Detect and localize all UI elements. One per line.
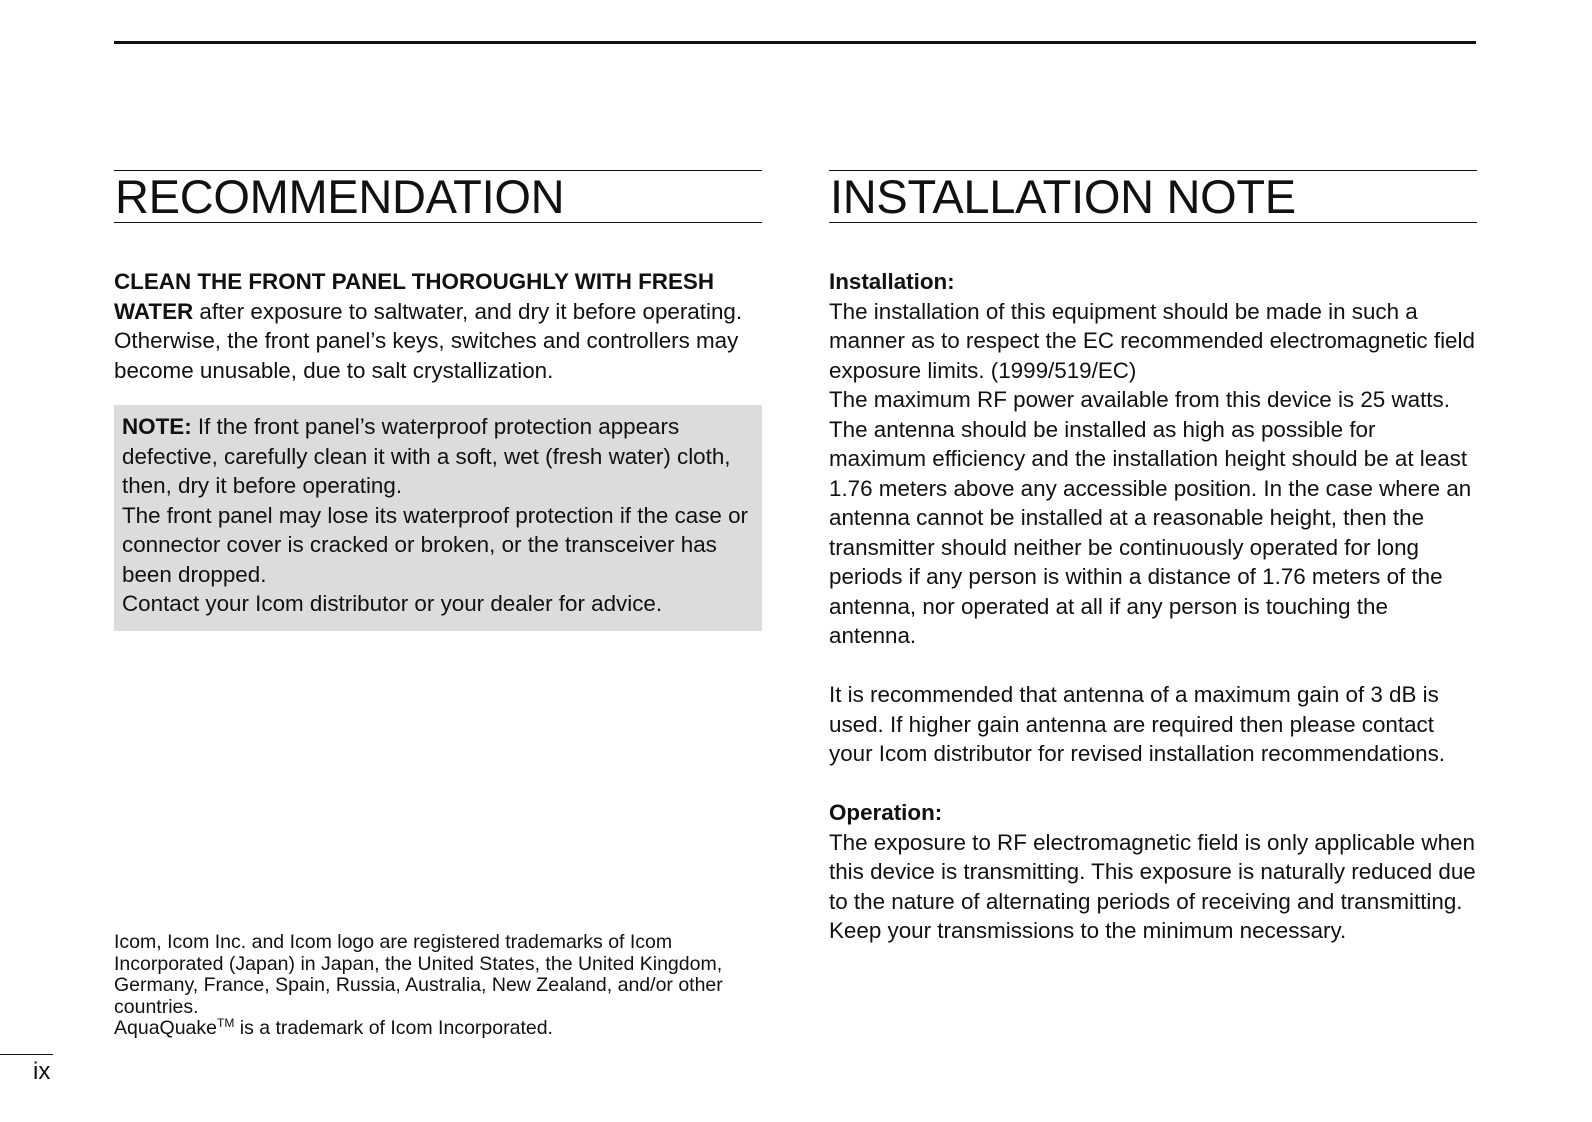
trademark-line-2: [114, 1018, 764, 1040]
note-box: [114, 405, 762, 631]
recommendation-heading: RECOMMENDATION: [114, 170, 762, 223]
aquaquake-rest: is a trademark of Icom Incorporated.: [234, 1017, 553, 1039]
aquaquake-name: AquaQuake: [114, 1017, 217, 1039]
note-line-2: The front panel may lose its waterproof protection if the case or connector cover is cracked or broken, or the transceiver has been dropped.: [122, 502, 749, 587]
paragraph-gap: [829, 651, 1477, 681]
recommendation-lead: [114, 267, 762, 385]
installation-note-section: [829, 170, 1477, 946]
lead-bold-text: CLEAN THE FRONT PANEL THOROUGHLY WITH FRESH WATER: [114, 269, 714, 324]
trademark-notice: [114, 932, 764, 1040]
installation-note-body: [829, 267, 1477, 946]
aquaquake-tm: TM: [217, 1016, 235, 1030]
installation-paragraph-1: The installation of this equipment should be made in such a manner as to respect the EC recommended electromagnetic field exposure limits. (1999/519/EC): [829, 298, 1475, 383]
operation-paragraph-1: The exposure to RF electromagnetic field is only applicable when this device is transmitting. This exposure is naturally reduced due to the nature of alternating periods of receiving and transmitting. Keep your transmissions to the minimum necessary.: [829, 829, 1476, 943]
note-line-3: Contact your Icom distributor or your dealer for advice.: [122, 591, 663, 616]
top-rule: [114, 41, 1476, 44]
recommendation-section: [114, 170, 762, 631]
page-number-rule: [0, 1054, 53, 1055]
note-line-1-text: If the front panel’s waterproof protection appears defective, carefully clean it with a soft, wet (fresh water) cloth, then, dry it before operating.: [122, 414, 731, 498]
operation-title-text: Operation:: [829, 800, 943, 825]
installation-paragraph-2: The maximum RF power available from this device is 25 watts. The antenna should be installed as high as possible for maximum efficiency and the installation height should be at least 1.76 meters above any accessible position. In the case where an antenna cannot be installed at a reasonable height, then the transmitter should neither be continuously operated for long periods if any person is within a distance of 1.76 meters of the antenna, nor operated at all if any person is touching the antenna.: [829, 387, 1472, 648]
operation-title: [829, 798, 1477, 828]
installation-title-text: Installation:: [829, 269, 955, 294]
installation-note-heading: INSTALLATION NOTE: [829, 170, 1477, 223]
note-line-1: [122, 412, 754, 501]
note-label: NOTE:: [122, 414, 192, 439]
paragraph-gap: [829, 769, 1477, 799]
installation-paragraph-3: It is recommended that antenna of a maximum gain of 3 dB is used. If higher gain antenna are required then please contact your Icom distributor for revised installation recommendations.: [829, 682, 1446, 766]
lead-rest-text: after exposure to saltwater, and dry it before operating. Otherwise, the front panel’s keys, switches and controllers may become unusable, due to salt crystallization.: [114, 298, 743, 383]
installation-title: [829, 267, 1477, 297]
page-number: ix: [33, 1058, 51, 1085]
trademark-line-1: Icom, Icom Inc. and Icom logo are registered trademarks of Icom Incorporated (Japan) in Japan, the United States, the United Kingdom, Germany, France, Spain, Russia, Australia, New Zealand, and/or other countries.: [114, 931, 723, 1018]
